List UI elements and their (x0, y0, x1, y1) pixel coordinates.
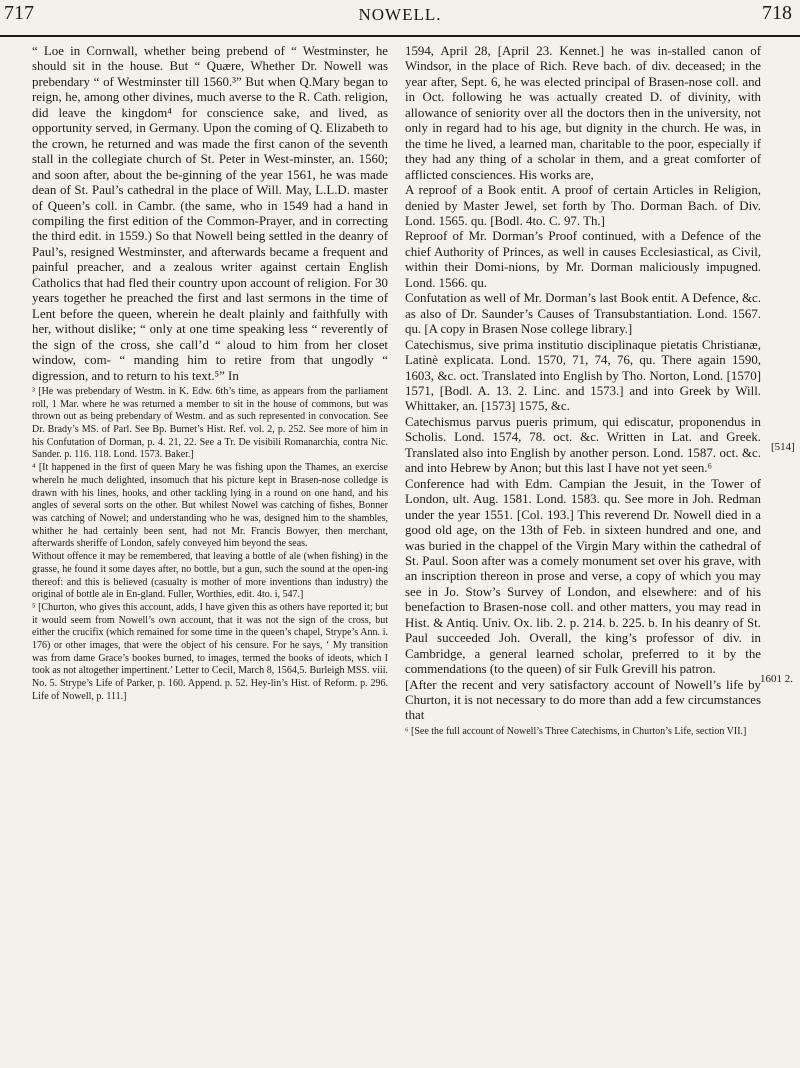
work-entry: Conference had with Edm. Campian the Jesuit, in the Tower of London, ult. Aug. 1581. Lond. 1583. qu. See more in Joh. Redman under the year 1551. [Col. 193.] This reverend Dr. Nowell died in a good old age, on the 13th of Feb. in sixteen hundred and one, and was buried in the chappel of the Virgin Mary within the cathedral of St. Paul. Soon after was a comely monument set over his grave, with an inscription thereon in prose and verse, a copy of which you may see in Jo. Stow’s Survey of London, and elsewhere: and of his benefaction to Brasen-nose coll. and other matters, you may read in Hist. & Antiq. Univ. Ox. lib. 2. p. 214. b. 225. b. In his deanry of St. Paul succeeded Joh. Overall, the king’s professor of div. in Cambridge, a general learned scholar, preferred to it by the commendations (to the queen) of sir Fulk Grevill his patron. (405, 476, 761, 677)
footnote-3: ³ [He was prebendary of Westm. in K. Edw. 6th’s time, as appears from the parliament roll, 1 Mar. where he was returned a member to sit in the house of commons, but was thrown out as being prebendary of Westm. and as such represented in convocation. See Dr. Brady’s MS. of Parl. See Bp. Burnet’s Hist. Ref. vol. 2, p. 252. See more of him in his Confutation of Dorman, p. 4. 21, 22. See a Tr. De visibili Romanarchia, contra Nic. Sander. p. 116. 118. Lond. 1573. Baker.] (32, 385, 388, 461)
left-footnotes (32, 386, 388, 704)
work-entry: Catechismus parvus pueris primum, qui ediscatur, proponendus in Scholis. Lond. 1574, 78. oct. &c. Written in Lat. and Greek. Translated also into English by another person. Lond. 1587. oct. &c. and into Hebrew by Anon; but this last I have not yet seen.⁶ (405, 414, 761, 476)
work-entry: Reproof of Mr. Dorman’s Proof continued, with a Defence of the chief Authority of Princes, as well in causes Ecclesiastical, as Civil, within their Domi-nions, by Mr. Dorman maliciously impugned. Lond. 1566. qu. (405, 229, 761, 290)
closing-paragraph: [After the recent and very satisfactory account of Nowell’s life by Churton, it is not necessary to do more than add a few circumstances that (405, 677, 761, 723)
work-entry: Catechismus, sive prima institutio disciplinaque pietatis Christianæ, Latinè explicata. Lond. 1570, 71, 74, 76, qu. There again 1590, 1603, &c. oct. Translated into English by Tho. Norton, Lond. [1570] 1571, [Bodl. A. 13. 2. Linc. and 1573.] and into Greek by Will. Whittaker, an. [1573] 1575, &c. (405, 337, 761, 414)
work-entry: Confutation as well of Mr. Dorman’s last Book entit. A Defence, &c. as also of Dr. Saunder’s Causes of Transubstantiation. Lond. 1567. qu. [A copy in Brasen Nose college library.] (405, 291, 761, 337)
left-column (32, 44, 388, 704)
footnote-5: ⁵ [Churton, who gives this account, adds, I have given this as others have reported it; but it would seem from Nowell’s own account, that it was not the sign of the cross, but either the crucifix (which remained for some time in the queen’s chapel, Strype’s Ann. i. 176) or other images, that were the object of his censure. For he says, ‘ My transition was from dame Grace’s bookes burned, to images, termed the books of ideots, which I took as not altogether impertinent.’ Letter to Cecil, March 8, 1564,5. Burleigh MSS. viii. No. 5. Strype’s Life of Parker, p. 160. Append. p. 52. Hey-lin’s Hist. of Reform. p. 296. Life of Nowell, p. 111.] (32, 601, 388, 702)
margin-note-514: [514] (771, 441, 795, 453)
page-number-left: 717 (4, 2, 34, 24)
header-rule (0, 35, 800, 37)
left-body-text: “ Loe in Cornwall, whether being prebend of “ Westminster, he should sit in the house. But “ Quære, Whether Dr. Nowell was prebendary “ of Westminster till 1560.³” But when Q.Mary began to reign, he, among other divines, much averse to the R. Cath. religion, did leave the kingdom⁴ for conscience sake, and lived, as opportunity served, in Germany. Upon the coming of Q. Elizabeth to the crown, he returned and was made the first canon of the seventh stall in the collegiate church of St. Peter in West-minster, an. 1560; and soon after, about the be-ginning of the year 1561, he was made dean of St. Paul’s cathedral in the place of Will. May, L.L.D. master of Queen’s coll. in Cambr. (the same, who in 1549 had a hand in compiling the first edition of the Common-Prayer, and in correcting the third edit. in 1559.) So that Nowell being settled in the deanry of Paul’s, resigned Westminster, and afterwards became a frequent and painful preacher, and a zealous writer against certain English Catholics that had fled their country upon account of religion. For 30 years together he preached the first and last sermons in the time of Lent before the queen, wherein he dealt plainly and faithfully with her, without dislike; “ only at one time speaking less “ reverently of the sign of the cross, she call’d “ aloud to him from her closet window, com- “ manding him to retire from that ungodly “ digression, and to return to his text.⁵” In (32, 44, 388, 383)
page-number-right: 718 (762, 2, 792, 24)
page-header (0, 0, 800, 34)
footnote-6: ⁶ [See the full account of Nowell’s Three Catechisms, in Churton’s Life, section VII.] (405, 725, 747, 737)
footnote-4-continued: Without offence it may be remembered, that leaving a bottle of ale (when fishing) in the grasse, he found it some dayes after, no bottle, but a gun, such the sound at the open-ing thereof: and this is believed (casualty is mother of more inventions than industry) the original of bottle ale in En-gland. Fuller, Worthies, edit. 4to. i, 547.] (32, 551, 388, 601)
right-column (405, 44, 761, 739)
footnote-4: ⁴ [It happened in the first of queen Mary he was fishing upon the Thames, an exercise whereln he much delighted, insomuch that his picture kept in Brasen-nose colledge is drawn with his lines, hooks, and other tackling lying in a round on one hand, and his angles of several sorts on the other. But whilest Nowel was catching of fishes, Bonner was catching of Nowel; and understanding who he was, designed him to the shambles, whither he had certainly been sent, had not Mr. Francis Bowyer, then merchant, afterwards sheriffe of London, safely conveyed him beyond the seas. (32, 462, 388, 550)
right-footnotes (405, 726, 761, 739)
margin-note-1601: 1601 2. (760, 673, 793, 685)
right-intro-text: 1594, April 28, [April 23. Kennet.] he was in-stalled canon of Windsor, in the place of Rich. Reve bach. of div. deceased; in the year after, Sept. 6, he was elected principal of Brasen-nose coll. and in Oct. following he was actually created D. of divinity, with allowance of seniority over all the doctors then in the university, not only in regard had to his age, but dignity in the church. He was, in the time he lived, a learned man, charitable to the poor, especially if they had any thing of a scholar in them, and a great comforter of afflicted consciences. His works are, (405, 44, 761, 182)
running-head: NOWELL. (358, 5, 442, 24)
work-entry: A reproof of a Book entit. A proof of certain Articles in Religion, denied by Master Jewel, set forth by Tho. Dorman Bach. of Div. Lond. 1565. qu. [Bodl. 4to. C. 97. Th.] (405, 183, 761, 228)
